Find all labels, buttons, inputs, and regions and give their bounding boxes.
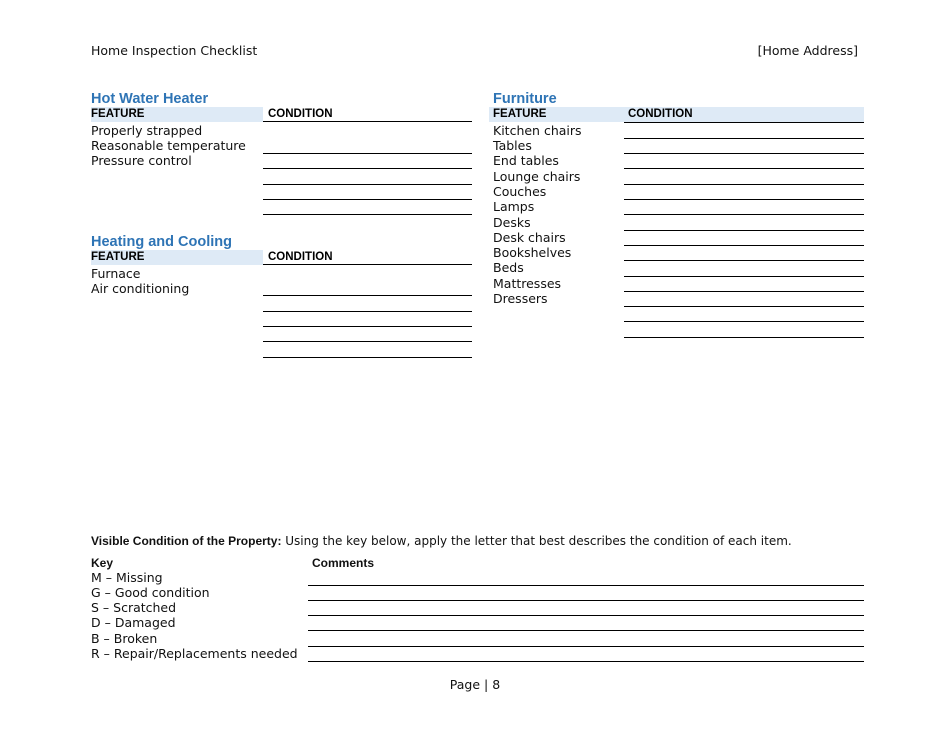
feature-item: Properly strapped bbox=[91, 123, 203, 138]
visible-condition-label: Visible Condition of the Property: bbox=[91, 534, 282, 548]
feature-item: Tables bbox=[493, 138, 532, 153]
condition-line[interactable] bbox=[263, 326, 472, 327]
document-title: Home Inspection Checklist bbox=[91, 43, 258, 58]
condition-line[interactable] bbox=[263, 184, 472, 185]
feature-item: Kitchen chairs bbox=[493, 123, 582, 138]
condition-line[interactable] bbox=[624, 230, 864, 231]
page-footer bbox=[0, 677, 950, 692]
key-item: G – Good condition bbox=[91, 585, 210, 600]
condition-header: CONDITION bbox=[263, 107, 472, 122]
section-title: Furniture bbox=[493, 91, 557, 107]
condition-line[interactable] bbox=[263, 357, 472, 358]
condition-line[interactable] bbox=[624, 276, 864, 277]
comment-line[interactable] bbox=[308, 615, 864, 616]
comment-line[interactable] bbox=[308, 646, 864, 647]
condition-line[interactable] bbox=[624, 168, 864, 169]
condition-line[interactable] bbox=[263, 214, 472, 215]
key-item: R – Repair/Replacements needed bbox=[91, 646, 298, 661]
feature-header: FEATURE bbox=[91, 108, 145, 120]
feature-item: Air conditioning bbox=[91, 281, 190, 296]
feature-item: Pressure control bbox=[91, 153, 192, 168]
comment-line[interactable] bbox=[308, 630, 864, 631]
key-item: S – Scratched bbox=[91, 600, 177, 615]
feature-item: Lamps bbox=[493, 199, 535, 214]
key-title: Key bbox=[91, 556, 114, 570]
condition-header: CONDITION bbox=[628, 108, 693, 120]
condition-line[interactable] bbox=[624, 122, 864, 123]
feature-item: Reasonable temperature bbox=[91, 138, 246, 153]
feature-item: Desks bbox=[493, 215, 531, 230]
condition-line[interactable] bbox=[263, 311, 472, 312]
condition-line[interactable] bbox=[624, 199, 864, 200]
comment-line[interactable] bbox=[308, 600, 864, 601]
feature-header: FEATURE bbox=[91, 251, 145, 263]
feature-item: Beds bbox=[493, 260, 524, 275]
condition-line[interactable] bbox=[263, 199, 472, 200]
feature-item: End tables bbox=[493, 153, 559, 168]
table-header bbox=[91, 250, 472, 265]
feature-item: Bookshelves bbox=[493, 245, 572, 260]
home-address: [Home Address] bbox=[757, 43, 858, 58]
condition-line[interactable] bbox=[624, 245, 864, 246]
page-label: Page bbox=[449, 677, 481, 692]
comment-line[interactable] bbox=[308, 585, 864, 586]
page-number: 8 bbox=[492, 677, 501, 692]
key-item: M – Missing bbox=[91, 570, 163, 585]
condition-line[interactable] bbox=[263, 168, 472, 169]
condition-line[interactable] bbox=[624, 153, 864, 154]
table-header bbox=[489, 107, 864, 122]
condition-line[interactable] bbox=[624, 321, 864, 322]
key-item: D – Damaged bbox=[91, 615, 176, 630]
condition-line[interactable] bbox=[624, 306, 864, 307]
condition-line[interactable] bbox=[263, 341, 472, 342]
feature-item: Dressers bbox=[493, 291, 548, 306]
visible-condition-text: Using the key below, apply the letter that best describes the condition of each item. bbox=[281, 534, 792, 548]
condition-header: CONDITION bbox=[263, 250, 472, 265]
feature-header: FEATURE bbox=[493, 108, 547, 120]
key-item: B – Broken bbox=[91, 631, 158, 646]
condition-line[interactable] bbox=[624, 138, 864, 139]
condition-line[interactable] bbox=[624, 214, 864, 215]
section-title: Hot Water Heater bbox=[91, 91, 209, 107]
table-header bbox=[91, 107, 472, 122]
feature-item: Mattresses bbox=[493, 276, 562, 291]
furniture-section bbox=[493, 91, 864, 306]
condition-line[interactable] bbox=[624, 184, 864, 185]
heating-cooling-section bbox=[91, 234, 472, 296]
condition-line[interactable] bbox=[624, 337, 864, 338]
hot-water-heater-section bbox=[91, 91, 472, 168]
comments-title: Comments bbox=[312, 556, 375, 570]
condition-line[interactable] bbox=[624, 260, 864, 261]
section-title: Heating and Cooling bbox=[91, 234, 232, 250]
condition-line[interactable] bbox=[624, 291, 864, 292]
feature-item: Desk chairs bbox=[493, 230, 566, 245]
feature-item: Furnace bbox=[91, 266, 141, 281]
comment-line[interactable] bbox=[308, 661, 864, 662]
visible-condition-instructions bbox=[91, 534, 792, 548]
feature-item: Couches bbox=[493, 184, 547, 199]
condition-line[interactable] bbox=[263, 295, 472, 296]
page-separator: | bbox=[484, 677, 489, 692]
condition-line[interactable] bbox=[263, 153, 472, 154]
feature-item: Lounge chairs bbox=[493, 169, 581, 184]
